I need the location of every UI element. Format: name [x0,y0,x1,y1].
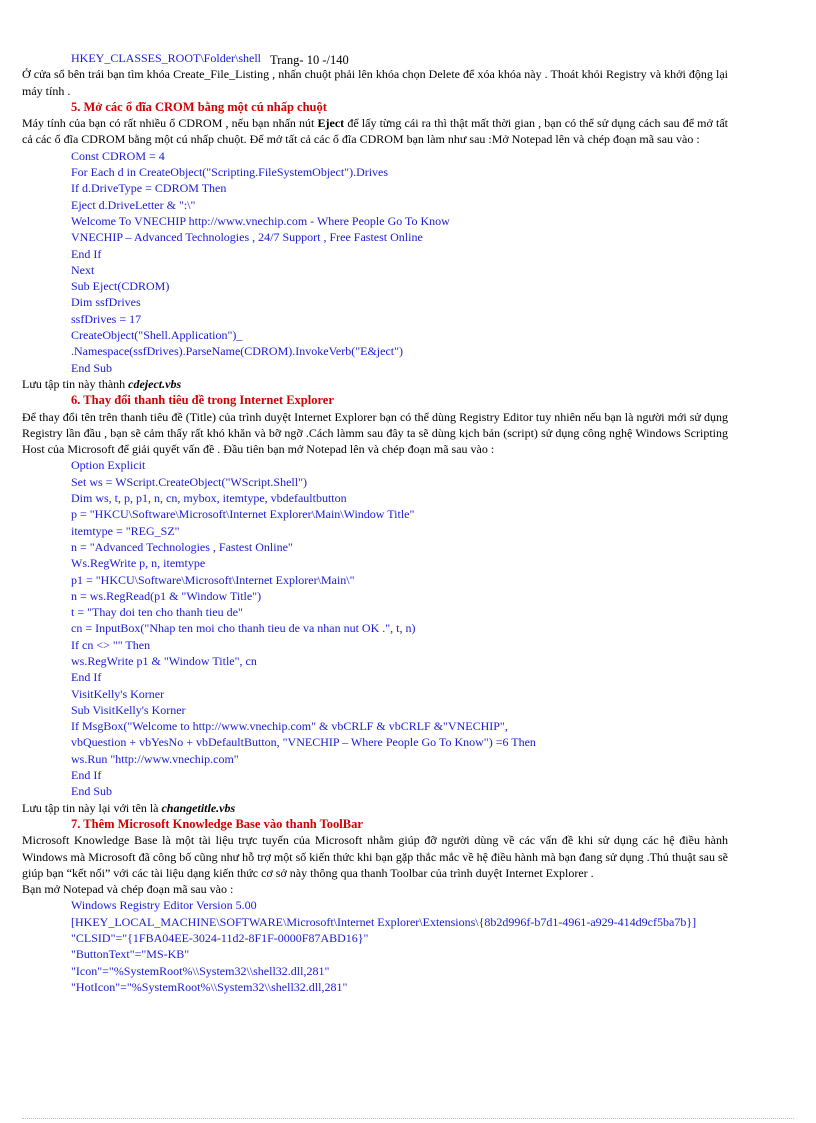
code-line: itemtype = "REG_SZ" [71,523,180,538]
page-bottom-divider [22,1118,794,1119]
code-line: Sub Eject(CDROM) [71,279,170,294]
code-line: "CLSID"="{1FBA04EE-3024-11d2-8F1F-0000F87ABD16}" [71,931,369,946]
code-line: "Icon"="%SystemRoot%\\System32\\shell32.dll,281" [71,963,330,978]
paragraph-cdrom-intro [22,115,728,148]
page-number: Trang- 10 -/140 [270,53,349,67]
code-line: ws.RegWrite p1 & "Window Title", cn [71,653,257,668]
save-text: Lưu tập tin này thành [22,376,129,391]
code-line: Option Explicit [71,458,146,473]
code-line: Sub VisitKelly's Korner [71,702,186,717]
section-7-heading: 7. Thêm Microsoft Knowledge Base vào thanh ToolBar [71,816,363,831]
code-line: ws.Run "http://www.vnechip.com" [71,751,239,766]
code-line: "ButtonText"="MS-KB" [71,947,190,962]
section-5-heading: 5. Mở các ổ đĩa CROM bằng một cú nhấp chuột [71,99,327,114]
code-line: For Each d in CreateObject("Scripting.FileSystemObject").Drives [71,165,389,180]
code-line: p = "HKCU\Software\Microsoft\Internet Explorer\Main\Window Title" [71,507,415,522]
registry-key-line: HKEY_CLASSES_ROOT\Folder\shell [71,51,262,65]
code-line: Eject d.DriveLetter & ":\" [71,197,196,212]
document-body [22,50,728,995]
code-block-cdeject [22,148,728,376]
code-line: Const CDROM = 4 [71,148,165,163]
eject-bold: Eject [317,116,345,131]
code-line: Windows Registry Editor Version 5.00 [71,898,257,913]
code-line: Welcome To VNECHIP http://www.vnechip.com - Where People Go To Know [71,213,450,228]
notepad-instruction: Bạn mở Notepad và chép đoạn mã sau vào : [22,882,234,897]
code-line: If d.DriveType = CDROM Then [71,181,227,196]
code-line: End If [71,768,102,783]
code-line: p1 = "HKCU\Software\Microsoft\Internet Explorer\Main\" [71,572,355,587]
code-line: ssfDrives = 17 [71,311,142,326]
code-line: If cn <> "" Then [71,637,151,652]
code-line: End If [71,246,102,261]
code-line: VNECHIP – Advanced Technologies , 24/7 Support , Free Fastest Online [71,230,423,245]
code-line: cn = InputBox("Nhap ten moi cho thanh tieu de va nhan nut OK .", t, n) [71,621,416,636]
code-line: If MsgBox("Welcome to http://www.vnechip.com" & vbCRLF & vbCRLF &"VNECHIP", [71,719,508,734]
save-instruction-cdeject [22,376,728,392]
code-line: Next [71,262,95,277]
code-line: vbQuestion + vbYesNo + vbDefaultButton, "VNECHIP – Where People Go To Know") =6 Then [71,735,536,750]
code-line: Dim ssfDrives [71,295,141,310]
code-line: "HotIcon"="%SystemRoot%\\System32\\shell32.dll,281" [71,979,348,994]
code-line: .Namespace(ssfDrives).ParseName(CDROM).InvokeVerb("E&ject") [71,344,404,359]
save-instruction-changetitle [22,800,728,816]
filename-changetitle: changetitle.vbs [161,800,236,815]
code-line: VisitKelly's Korner [71,686,165,701]
code-line: End Sub [71,784,113,799]
code-line: t = "Thay doi ten cho thanh tieu de" [71,605,243,620]
paragraph-delete-key: Ở cửa sổ bên trái bạn tìm khóa Create_File_Listing , nhấn chuột phải lên khóa chọn Delete để xóa khóa này . Thoát khỏi Registry và khởi động lại máy tính . [22,67,728,98]
code-line: End If [71,670,102,685]
save-text: Lưu tập tin này lại với tên là [22,800,162,815]
code-block-registry [22,897,728,995]
paragraph-kb-intro: Microsoft Knowledge Base là một tài liệu trực tuyến của Microsoft nhằm giúp đỡ người dùng về các vấn đề khi sử dụng các hệ điều hành Windows mà Microsoft đã công bố cũng như hỗ trợ một số kiến thức khi bạn gặp thắc mắc về hệ điều hành mà bạn đang sử dụng .Thủ thuật sau sẽ giúp bạn “kết nối” với các tài liệu dạng kiến thức cơ sở này thông qua thanh Toolbar của trình duyệt Internet Explorer . [22,833,728,880]
section-6-heading: 6. Thay đổi thanh tiêu đề trong Internet Explorer [71,393,334,408]
paragraph-ie-title-intro: Để thay đổi tên trên thanh tiêu đề (Title) của trình duyệt Internet Explorer bạn có thể dùng Registry Editor tuy nhiên nếu bạn là người mới sử dụng Registry lần đầu , bạn sẽ cảm thấy rất khó khăn và bỡ ngỡ .Cách làmm sau đây ta sẽ dùng kịch bản (script) sử dụng công nghệ Windows Scripting Host của Microsoft để giải quyết vấn đề . Đầu tiên bạn mở Notepad lên và chép đoạn mã sau vào : [22,409,728,457]
code-block-changetitle [22,457,728,799]
code-line: Set ws = WScript.CreateObject("WScript.Shell") [71,474,307,489]
code-line-wrapped: [HKEY_LOCAL_MACHINE\SOFTWARE\Microsoft\Internet Explorer\Extensions\{8b2d996f-b7d1-4961-a929-414d9cf5ba7b}] [71,914,697,929]
filename-cdeject: cdeject.vbs [128,376,182,391]
code-line: Ws.RegWrite p, n, itemtype [71,556,206,571]
code-line: Dim ws, t, p, p1, n, cn, mybox, itemtype, vbdefaultbutton [71,491,347,506]
code-line: n = ws.RegRead(p1 & "Window Title") [71,588,262,603]
paragraph-text: để lấy từng cái ra thì thật mất thời gian , bạn có thể sử dụng cách sau để mở tất cả các ổ đĩa CDROM bằng một cú nhấp chuột. Để mở tất cả các ổ đĩa CDROM bạn làm như sau :Mở Notepad lên và chép đoạn mã sau vào : [22,116,728,147]
code-line: End Sub [71,360,113,375]
paragraph-text: Máy tính của bạn có rất nhiều ổ CDROM , nếu bạn nhấn nút [22,116,318,131]
code-line: CreateObject("Shell.Application")_ [71,328,243,343]
code-line: n = "Advanced Technologies , Fastest Online" [71,539,293,554]
